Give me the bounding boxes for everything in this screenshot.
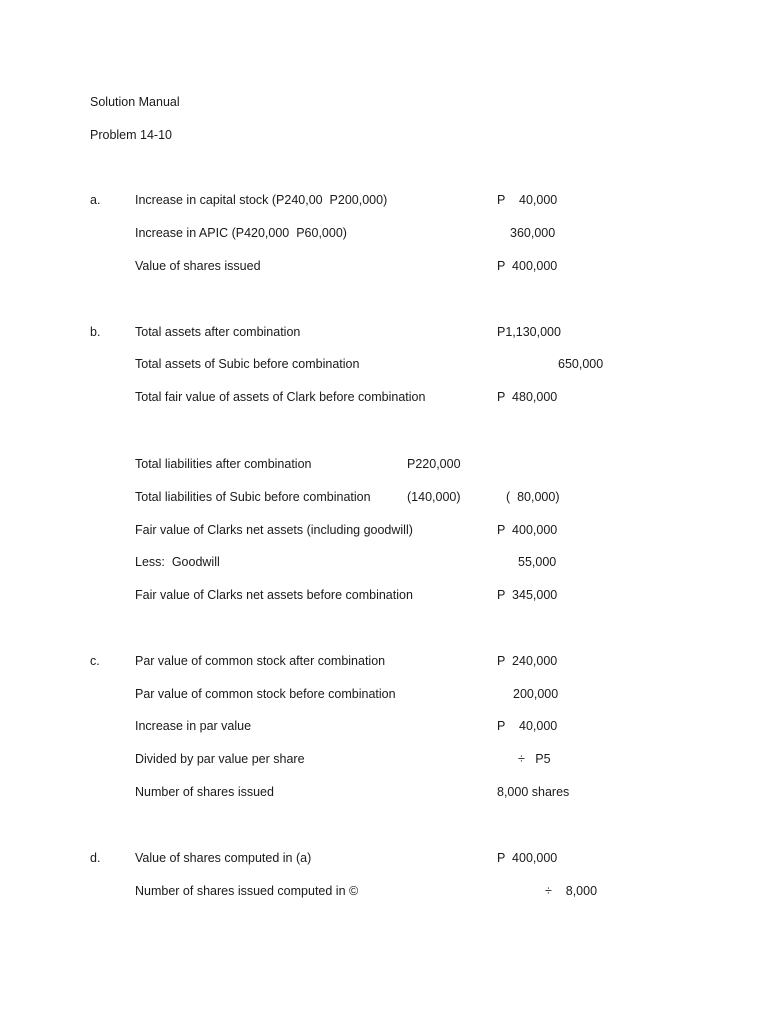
section-c-marker: c.: [90, 654, 100, 668]
section-b-row-3-label: Total fair value of assets of Clark before combination: [135, 390, 426, 404]
section-c-row-1-label: Par value of common stock after combination: [135, 654, 386, 668]
section-a-row-3-label: Value of shares issued: [135, 259, 261, 273]
section-c-row-4-label: Divided by par value per share: [135, 752, 305, 766]
section-b-liab-row-2-value: ( 80,000): [506, 490, 560, 504]
section-b-liab-row-1-label: Total liabilities after combination: [135, 457, 312, 471]
section-b-liab-row-3-label: Fair value of Clarks net assets (including goodwill): [135, 523, 413, 537]
section-a-row-1-value: P 40,000: [497, 193, 558, 207]
section-c-row-5-label: Number of shares issued: [135, 785, 274, 799]
section-c-row-2-value: 200,000: [513, 687, 559, 701]
section-b-row-3-value: P 480,000: [497, 390, 558, 404]
section-c-row-2-label: Par value of common stock before combination: [135, 687, 396, 701]
section-b-liab-row-5-value: P 345,000: [497, 588, 558, 602]
section-c-row-3-label: Increase in par value: [135, 719, 252, 733]
section-d-row-2-label: Number of shares issued computed in ©: [135, 884, 359, 898]
section-b-row-1-label: Total assets after combination: [135, 325, 301, 339]
section-b-liab-row-5-label: Fair value of Clarks net assets before combination: [135, 588, 413, 602]
section-a-row-1-label: Increase in capital stock (P240,00 P200,000): [135, 193, 388, 207]
problem-heading: Problem 14-10: [90, 128, 172, 142]
section-b-liab-row-4-label: Less: Goodwill: [135, 555, 220, 569]
section-d-row-2-value: ÷ 8,000: [545, 884, 598, 898]
section-c-row-4-value: ÷ P5: [518, 752, 551, 766]
document-title: Solution Manual: [90, 95, 180, 109]
section-d-row-1-label: Value of shares computed in (a): [135, 851, 312, 865]
section-a-row-3-value: P 400,000: [497, 259, 558, 273]
section-b-marker: b.: [90, 325, 101, 339]
section-c-row-1-value: P 240,000: [497, 654, 558, 668]
section-a-marker: a.: [90, 193, 101, 207]
section-c-row-3-value: P 40,000: [497, 719, 558, 733]
section-a-row-2-value: 360,000: [510, 226, 556, 240]
section-b-liab-row-1-mid: P220,000: [407, 457, 461, 471]
section-b-row-2-label: Total assets of Subic before combination: [135, 357, 360, 371]
section-d-row-1-value: P 400,000: [497, 851, 558, 865]
section-b-row-2-value: 650,000: [558, 357, 604, 371]
section-b-liab-row-2-mid: (140,000): [407, 490, 461, 504]
section-b-row-1-value: P1,130,000: [497, 325, 561, 339]
section-c-row-5-value: 8,000 shares: [497, 785, 570, 799]
section-a-row-2-label: Increase in APIC (P420,000 P60,000): [135, 226, 347, 240]
section-b-liab-row-3-value: P 400,000: [497, 523, 558, 537]
section-d-marker: d.: [90, 851, 101, 865]
section-b-liab-row-4-value: 55,000: [518, 555, 557, 569]
section-b-liab-row-2-label: Total liabilities of Subic before combination: [135, 490, 371, 504]
